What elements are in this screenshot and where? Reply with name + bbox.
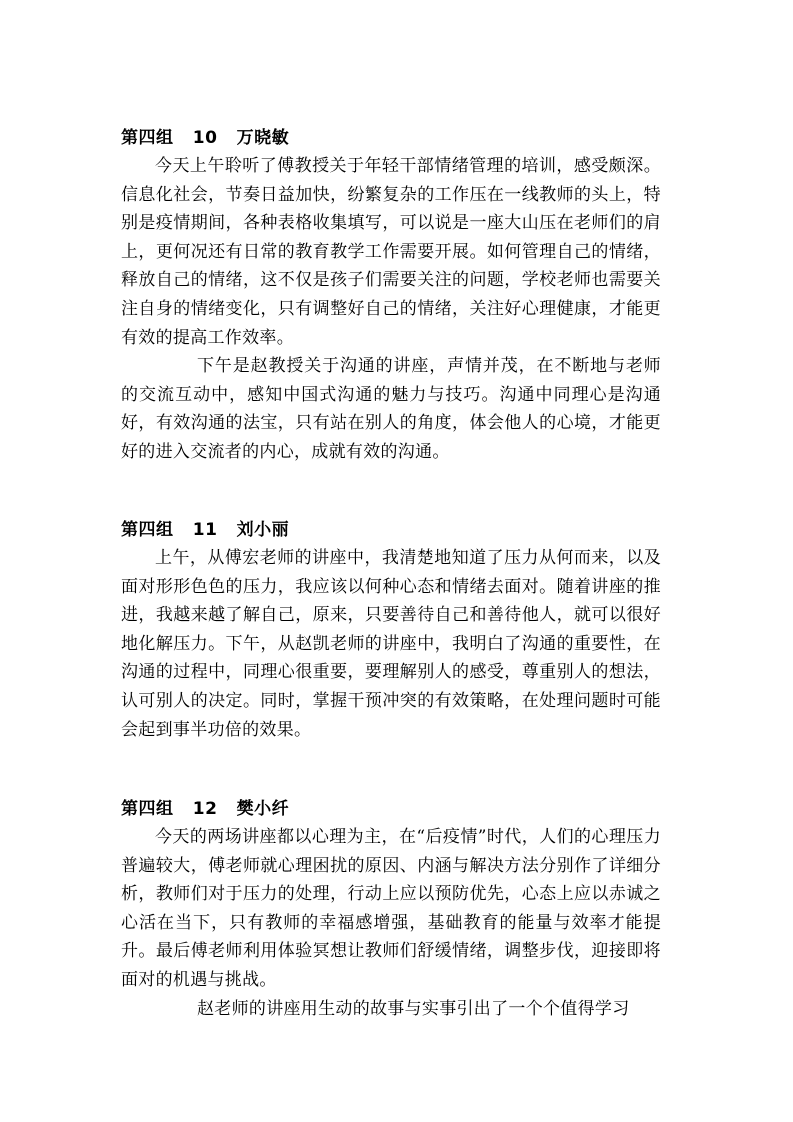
entry-group4-12 (121, 795, 661, 1023)
entry-heading: 第四组 12 樊小纤 (121, 799, 290, 819)
entry-heading: 第四组 11 刘小丽 (121, 520, 290, 540)
entry-paragraph: 今天上午聆听了傅教授关于年轻干部情绪管理的培训，感受颇深。信息化社会，节奏日益加快，纷繁复杂的工作压在一线教师的头上，特别是疫情期间，各种表格收集填写，可以说是一座大山压在老师们的肩上，更何况还有日常的教育教学工作需要开展。如何管理自己的情绪，释放自己的情绪，这不仅是孩子们需要关注的问题，学校老师也需要关注自身的情绪变化，只有调整好自己的情绪，关注好心理健康，才能更有效的提高工作效率。 (121, 156, 661, 348)
entry-paragraph: 上午，从傅宏老师的讲座中，我清楚地知道了压力从何而来，以及面对形形色色的压力，我应该以何种心态和情绪去面对。随着讲座的推进，我越来越了解自己，原来，只要善待自己和善待他人，就可以很好地化解压力。下午，从赵凯老师的讲座中，我明白了沟通的重要性，在沟通的过程中，同理心很重要，要理解别人的感受，尊重别人的想法，认可别人的决定。同时，掌握干预冲突的有效策略，在处理问题时可能会起到事半功倍的效果。 (121, 548, 661, 740)
entry-group4-11 (121, 516, 661, 744)
entry-paragraph: 下午是赵教授关于沟通的讲座，声情并茂，在不断地与老师的交流互动中，感知中国式沟通的魅力与技巧。沟通中同理心是沟通好，有效沟通的法宝，只有站在别人的角度，体会他人的心境，才能更好的进入交流者的内心，成就有效的沟通。 (121, 356, 661, 462)
entry-heading: 第四组 10 万晓敏 (121, 128, 290, 148)
entry-paragraph: 今天的两场讲座都以心理为主，在“后疫情”时代，人们的心理压力普遍较大，傅老师就心理困扰的原因、内涵与解决方法分别作了详细分析，教师们对于压力的处理，行动上应以预防优先，心态上应以赤诚之心活在当下，只有教师的幸福感增强，基础教育的能量与效率才能提升。最后傅老师利用体验冥想让教师们舒缓情绪，调整步伐，迎接即将面对的机遇与挑战。 (121, 827, 661, 990)
entry-paragraph: 赵老师的讲座用生动的故事与实事引出了一个个值得学习 (197, 998, 630, 1019)
entry-group4-10 (121, 124, 661, 467)
